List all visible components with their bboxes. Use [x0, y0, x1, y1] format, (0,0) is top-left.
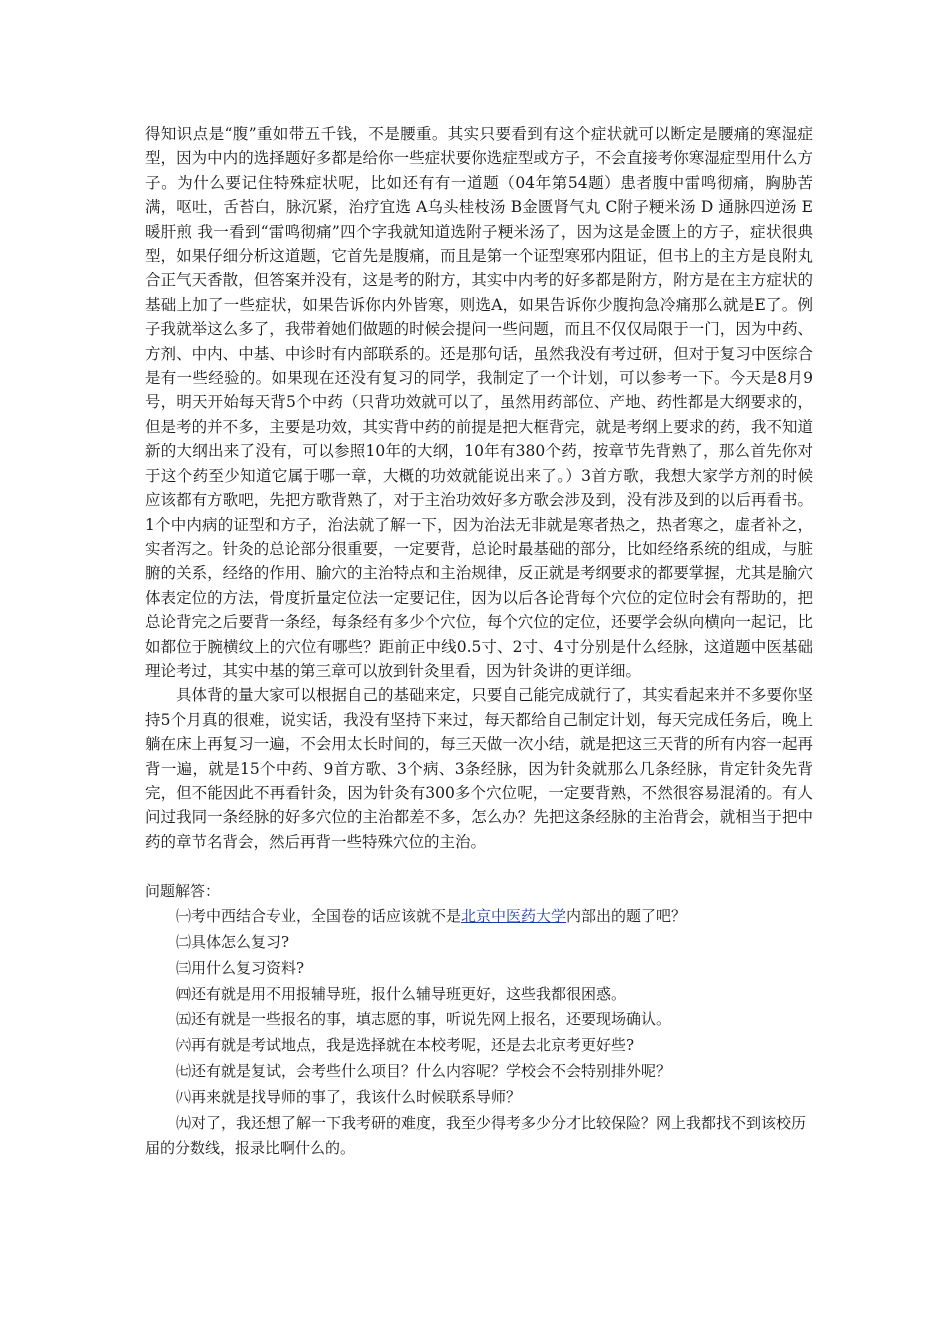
university-link[interactable]: 北京中医药大学	[461, 907, 567, 926]
question-item-1	[145, 904, 813, 930]
question-item-2: ㈡具体怎么复习?	[176, 932, 290, 951]
qa-section-title: 问题解答：	[145, 882, 221, 901]
document-page	[145, 122, 813, 1162]
question-item-9: ㈨对了，我还想了解一下我考研的难度，我至少得考多少分才比较保险？网上我都找不到该校历届的分数线，报录比啊什么的。	[145, 1113, 807, 1158]
question-item-5: ㈤还有就是一些报名的事，填志愿的事，听说先网上报名，还要现场确认。	[176, 1010, 672, 1029]
question-item-4: ㈣还有就是用不用报辅导班，报什么辅导班更好，这些我都很困惑。	[176, 984, 627, 1003]
question-item-6: ㈥再有就是考试地点，我是选择就在本校考呢，还是去北京考更好些?	[176, 1036, 635, 1055]
question-item-3: ㈢用什么复习资料?	[176, 958, 305, 977]
body-paragraph-study-plan: 具体背的量大家可以根据自己的基础来定，只要自己能完成就行了，其实看起来并不多要你坚持5个月真的很难，说实话，我没有坚持下来过，每天都给自己制定计划，每天完成任务后，晚上躺在床上再复习一遍，不会用太长时间的，每三天做一次小结，就是把这三天背的所有内容一起再背一遍，就是15个中药、9首方歌、3个病、3条经脉，因为针灸就那么几条经脉，肯定针灸先背完，但不能因此不再看针灸，因为针灸有300多个穴位呢，一定要背熟，不然很容易混淆的。有人问过我同一条经脉的好多穴位的主治都差不多，怎么办？先把这条经脉的主治背会，就相当于把中药的章节名背会，然后再背一些特殊穴位的主治。	[145, 686, 813, 851]
body-paragraph-study-methods: 得知识点是“腹”重如带五千钱，不是腰重。其实只要看到有这个症状就可以断定是腰痛的寒湿症型，因为中内的选择题好多都是给你一些症状要你选症型或方子，不会直接考你寒湿症型用什么方子。为什么要记住特殊症状呢，比如还有有一道题（04年第54题）患者腹中雷鸣彻痛，胸胁苦满，呕吐，舌苔白，脉沉紧，治疗宜选 A乌头桂枝汤 B金匮肾气丸 C附子粳米汤 D 通脉四逆汤 E 暖肝煎 我一看到“雷鸣彻痛”四个字我就知道选附子粳米汤了，因为这是金匮上的方子，症状很典型，如果仔细分析这道题，它首先是腹痛，而且是第一个证型寒邪内阻证，但书上的主方是良附丸合正气天香散，但答案并没有，这是考的附方，其实中内考的好多都是附方，附方是在主方症状的基础上加了一些症状，如果告诉你内外皆寒，则选A，如果告诉你少腹拘急冷痛那么就是E了。例子我就举这么多了，我带着她们做题的时候会提问一些问题，而且不仅仅局限于一门，因为中药、方剂、中内、中基、中诊时有内部联系的。还是那句话，虽然我没有考过研，但对于复习中医综合是有一些经验的。如果现在还没有复习的同学，我制定了一个计划，可以参考一下。今天是8月9号，明天开始每天背5个中药（只背功效就可以了，虽然用药部位、产地、药性都是大纲要求的，但是考的并不多，主要是功效，其实背中药的前提是把大框背完，就是考纲上要求的药，我不知道新的大纲出来了没有，可以参照10年的大纲，10年有380个药，按章节先背熟了，那么首先你对于这个药至少知道它属于哪一章，大概的功效就能说出来了。）3首方歌，我想大家学方剂的时候应该都有方歌吧，先把方歌背熟了，对于主治功效好多方歌会涉及到，没有涉及到的以后再看书。1个中内病的证型和方子，治法就了解一下，因为治法无非就是寒者热之，热者寒之，虚者补之，实者泻之。针灸的总论部分很重要，一定要背，总论时最基础的部分，比如经络系统的组成，与脏腑的关系，经络的作用、腧穴的主治特点和主治规律，反正就是考纲要求的都要掌握，尤其是腧穴体表定位的方法，骨度折量定位法一定要记住，因为以后各论背每个穴位的定位时会有帮助的，把总论背完之后要背一条经，每条经有多少个穴位，每个穴位的定位，还要学会纵向横向一起记，比如都位于腕横纹上的穴位有哪些？距前正中线0.5寸、2寸、4寸分别是什么经脉，这道题中医基础理论考过，其实中基的第三章可以放到针灸里看，因为针灸讲的更详细。	[145, 125, 813, 680]
question-1-text-end: 内部出的题了吧？	[566, 907, 687, 926]
question-1-text-start: ㈠考中西结合专业，全国卷的话应该就不是	[176, 907, 462, 926]
paragraph-spacer	[145, 854, 813, 878]
question-item-8: ㈧再来就是找导师的事了，我该什么时候联系导师？	[176, 1087, 522, 1106]
question-item-7: ㈦还有就是复试，会考些什么项目？什么内容呢？学校会不会特别排外呢？	[176, 1061, 672, 1080]
